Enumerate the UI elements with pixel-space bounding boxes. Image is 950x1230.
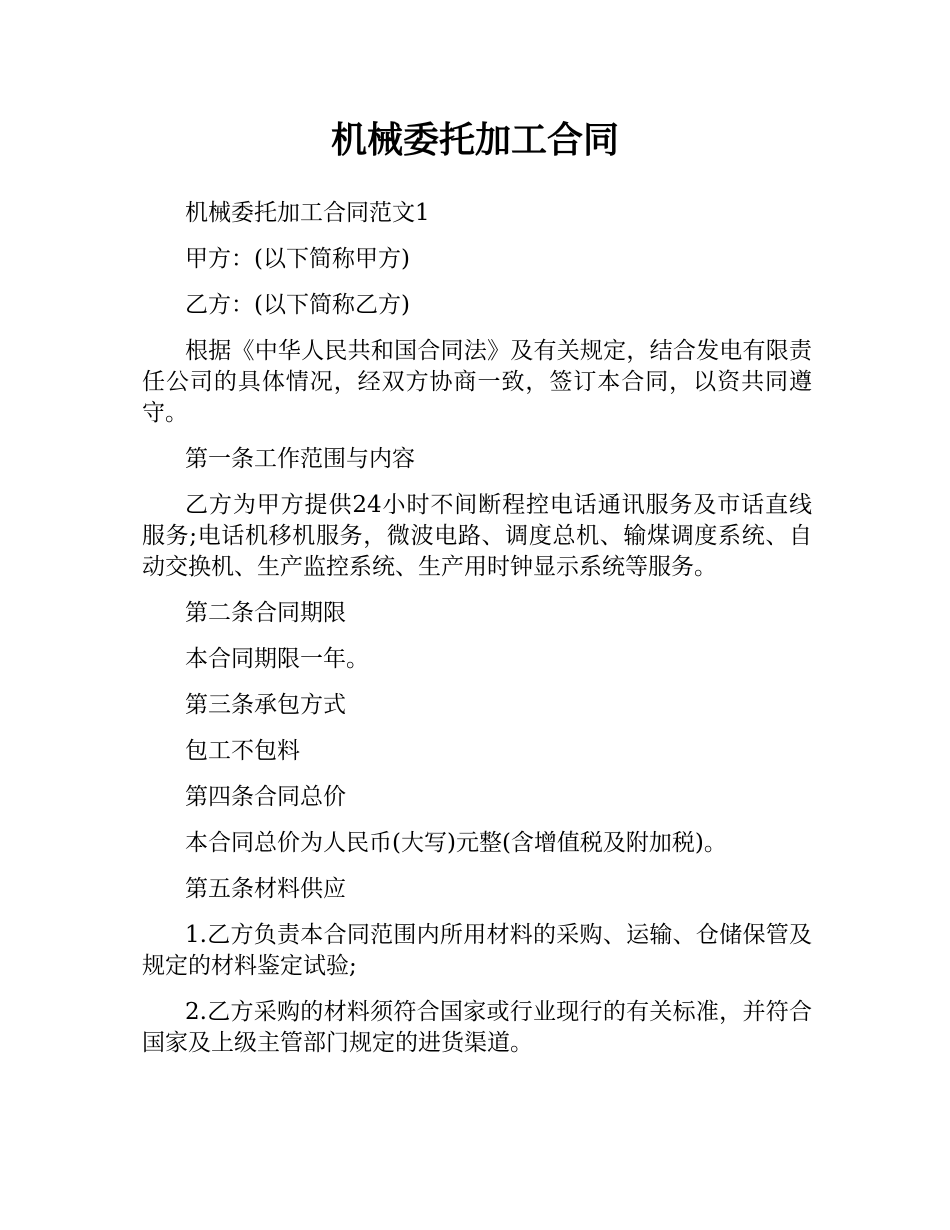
paragraph-sample-heading: 机械委托加工合同范文1 <box>185 200 430 226</box>
article-4-content: 本合同总价为人民币(大写)元整(含增值税及附加税)。 <box>185 830 727 856</box>
article-5-heading: 第五条材料供应 <box>185 876 346 902</box>
article-3-heading: 第三条承包方式 <box>185 692 346 718</box>
document-title: 机械委托加工合同 <box>330 120 619 161</box>
article-2-content: 本合同期限一年。 <box>185 646 369 672</box>
paragraph-party-a: 甲方：(以下简称甲方) <box>185 246 410 272</box>
article-2-heading: 第二条合同期限 <box>185 600 346 626</box>
article-3-content: 包工不包料 <box>185 738 300 764</box>
document-body <box>142 198 812 1074</box>
paragraph-preamble: 根据《中华人民共和国合同法》及有关规定，结合发电有限责任公司的具体情况，经双方协商一致，签订本合同，以资共同遵守。 <box>142 338 812 426</box>
article-1-heading: 第一条工作范围与内容 <box>185 446 415 472</box>
paragraph-party-b: 乙方：(以下简称乙方) <box>185 292 410 318</box>
article-4-heading: 第四条合同总价 <box>185 784 346 810</box>
article-5-item-1: 1.乙方负责本合同范围内所用材料的采购、运输、仓储保管及规定的材料鉴定试验; <box>142 922 812 979</box>
article-5-item-2: 2.乙方采购的材料须符合国家或行业现行的有关标准，并符合国家及上级主管部门规定的进货渠道。 <box>142 999 812 1056</box>
article-1-content: 乙方为甲方提供24小时不间断程控电话通讯服务及市话直线服务;电话机移机服务，微波电路、调度总机、输煤调度系统、自动交换机、生产监控系统、生产用时钟显示系统等服务。 <box>142 492 812 580</box>
